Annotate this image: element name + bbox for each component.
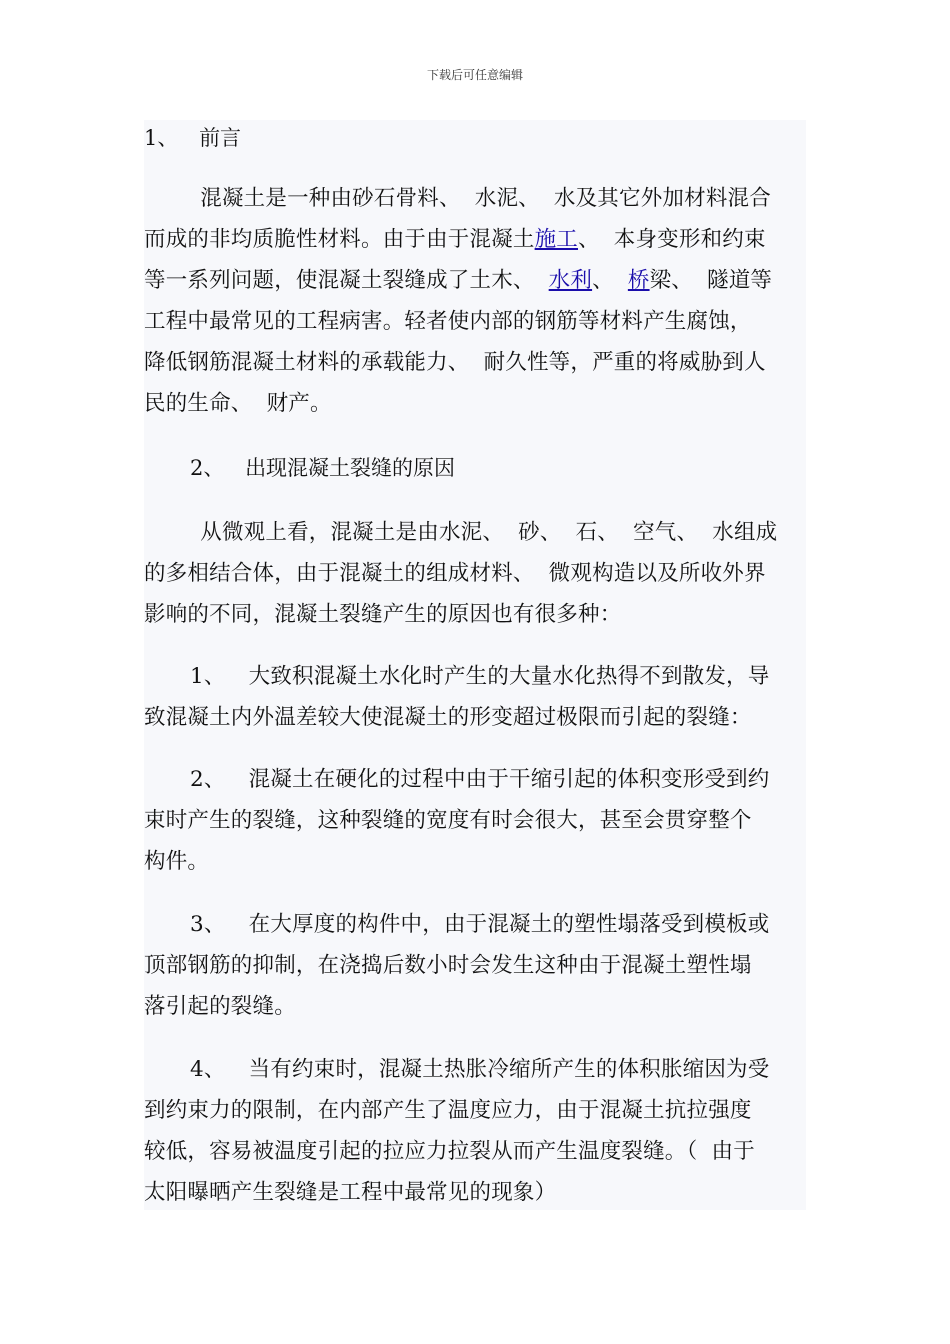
section-1-heading [144, 120, 241, 156]
cause-item-3: 3、 在大厚度的构件中，由于混凝土的塑性塌落受到模板或 顶部钢筋的抑制，在浇捣后数小时会发生这种由于混凝土塑性塌 落引起的裂缝。 [144, 904, 806, 1027]
paragraph-line: 而成的非均质脆性材料。由于由于混凝土施工、 本身变形和约束 [144, 227, 766, 252]
link-water-conservancy[interactable]: 水利 [548, 268, 593, 293]
link-bridge[interactable]: 桥 [627, 268, 650, 293]
item-number: 3、 [190, 912, 226, 937]
paragraph-line: 落引起的裂缝。 [144, 994, 296, 1019]
paragraph-line: 混凝土是一种由砂石骨料、 水泥、 水及其它外加材料混合 [144, 186, 771, 211]
paragraph-line: 从微观上看，混凝土是由水泥、 砂、 石、 空气、 水组成 [144, 520, 778, 545]
item-number: 2、 [190, 767, 226, 792]
paragraph-line: 束时产生的裂缝，这种裂缝的宽度有时会很大，甚至会贯穿整个 [144, 808, 752, 833]
section-1-title: 前言 [199, 126, 242, 150]
section-1-paragraph [144, 178, 806, 424]
paragraph-line: 构件。 [144, 849, 210, 874]
paragraph-line: 到约束力的限制，在内部产生了温度应力，由于混凝土抗拉强度 [144, 1098, 752, 1123]
section-2-heading [190, 450, 455, 486]
cause-item-2: 2、 混凝土在硬化的过程中由于干缩引起的体积变形受到约 束时产生的裂缝，这种裂缝的宽度有时会很大，甚至会贯穿整个 构件。 [144, 759, 806, 882]
page-header-note: 下载后可任意编辑 [426, 68, 523, 82]
cause-item-4: 4、 当有约束时，混凝土热胀冷缩所产生的体积胀缩因为受 到约束力的限制，在内部产生了温度应力，由于混凝土抗拉强度 较低，容易被温度引起的拉应力拉裂从而产生温度裂缝。（ 由于 太阳曝晒产生裂缝是工程中最常见的现象） [144, 1049, 806, 1213]
paragraph-line: 的多相结合体，由于混凝土的组成材料、 微观构造以及所收外界 [144, 561, 766, 586]
paragraph-line: 民的生命、 财产。 [144, 391, 332, 416]
link-construction[interactable]: 施工 [534, 227, 579, 252]
paragraph-line: 降低钢筋混凝土材料的承载能力、 耐久性等，严重的将威胁到人 [144, 350, 766, 375]
section-2-title: 出现混凝土裂缝的原因 [245, 456, 456, 480]
item-number: 4、 [190, 1057, 226, 1082]
document-body [144, 120, 806, 1210]
paragraph-line: 较低，容易被温度引起的拉应力拉裂从而产生温度裂缝。（ 由于 [144, 1139, 755, 1164]
paragraph-line: 等一系列问题，使混凝土裂缝成了土木、 水利、 桥梁、 隧道等 [144, 268, 773, 293]
section-2-intro [144, 512, 806, 635]
section-1-number: 1、 [144, 126, 179, 150]
paragraph-line: 工程中最常见的工程病害。轻者使内部的钢筋等材料产生腐蚀， [144, 309, 752, 334]
paragraph-line: 太阳曝晒产生裂缝是工程中最常见的现象） [144, 1180, 557, 1205]
paragraph-line: 影响的不同，混凝土裂缝产生的原因也有很多种： [144, 602, 622, 627]
paragraph-line: 顶部钢筋的抑制，在浇捣后数小时会发生这种由于混凝土塑性塌 [144, 953, 752, 978]
section-2-number: 2、 [190, 456, 225, 480]
paragraph-line: 致混凝土内外温差较大使混凝土的形变超过极限而引起的裂缝： [144, 705, 752, 730]
item-number: 1、 [190, 664, 226, 689]
cause-item-1: 1、 大致积混凝土水化时产生的大量水化热得不到散发，导 致混凝土内外温差较大使混凝土的形变超过极限而引起的裂缝： [144, 656, 806, 738]
